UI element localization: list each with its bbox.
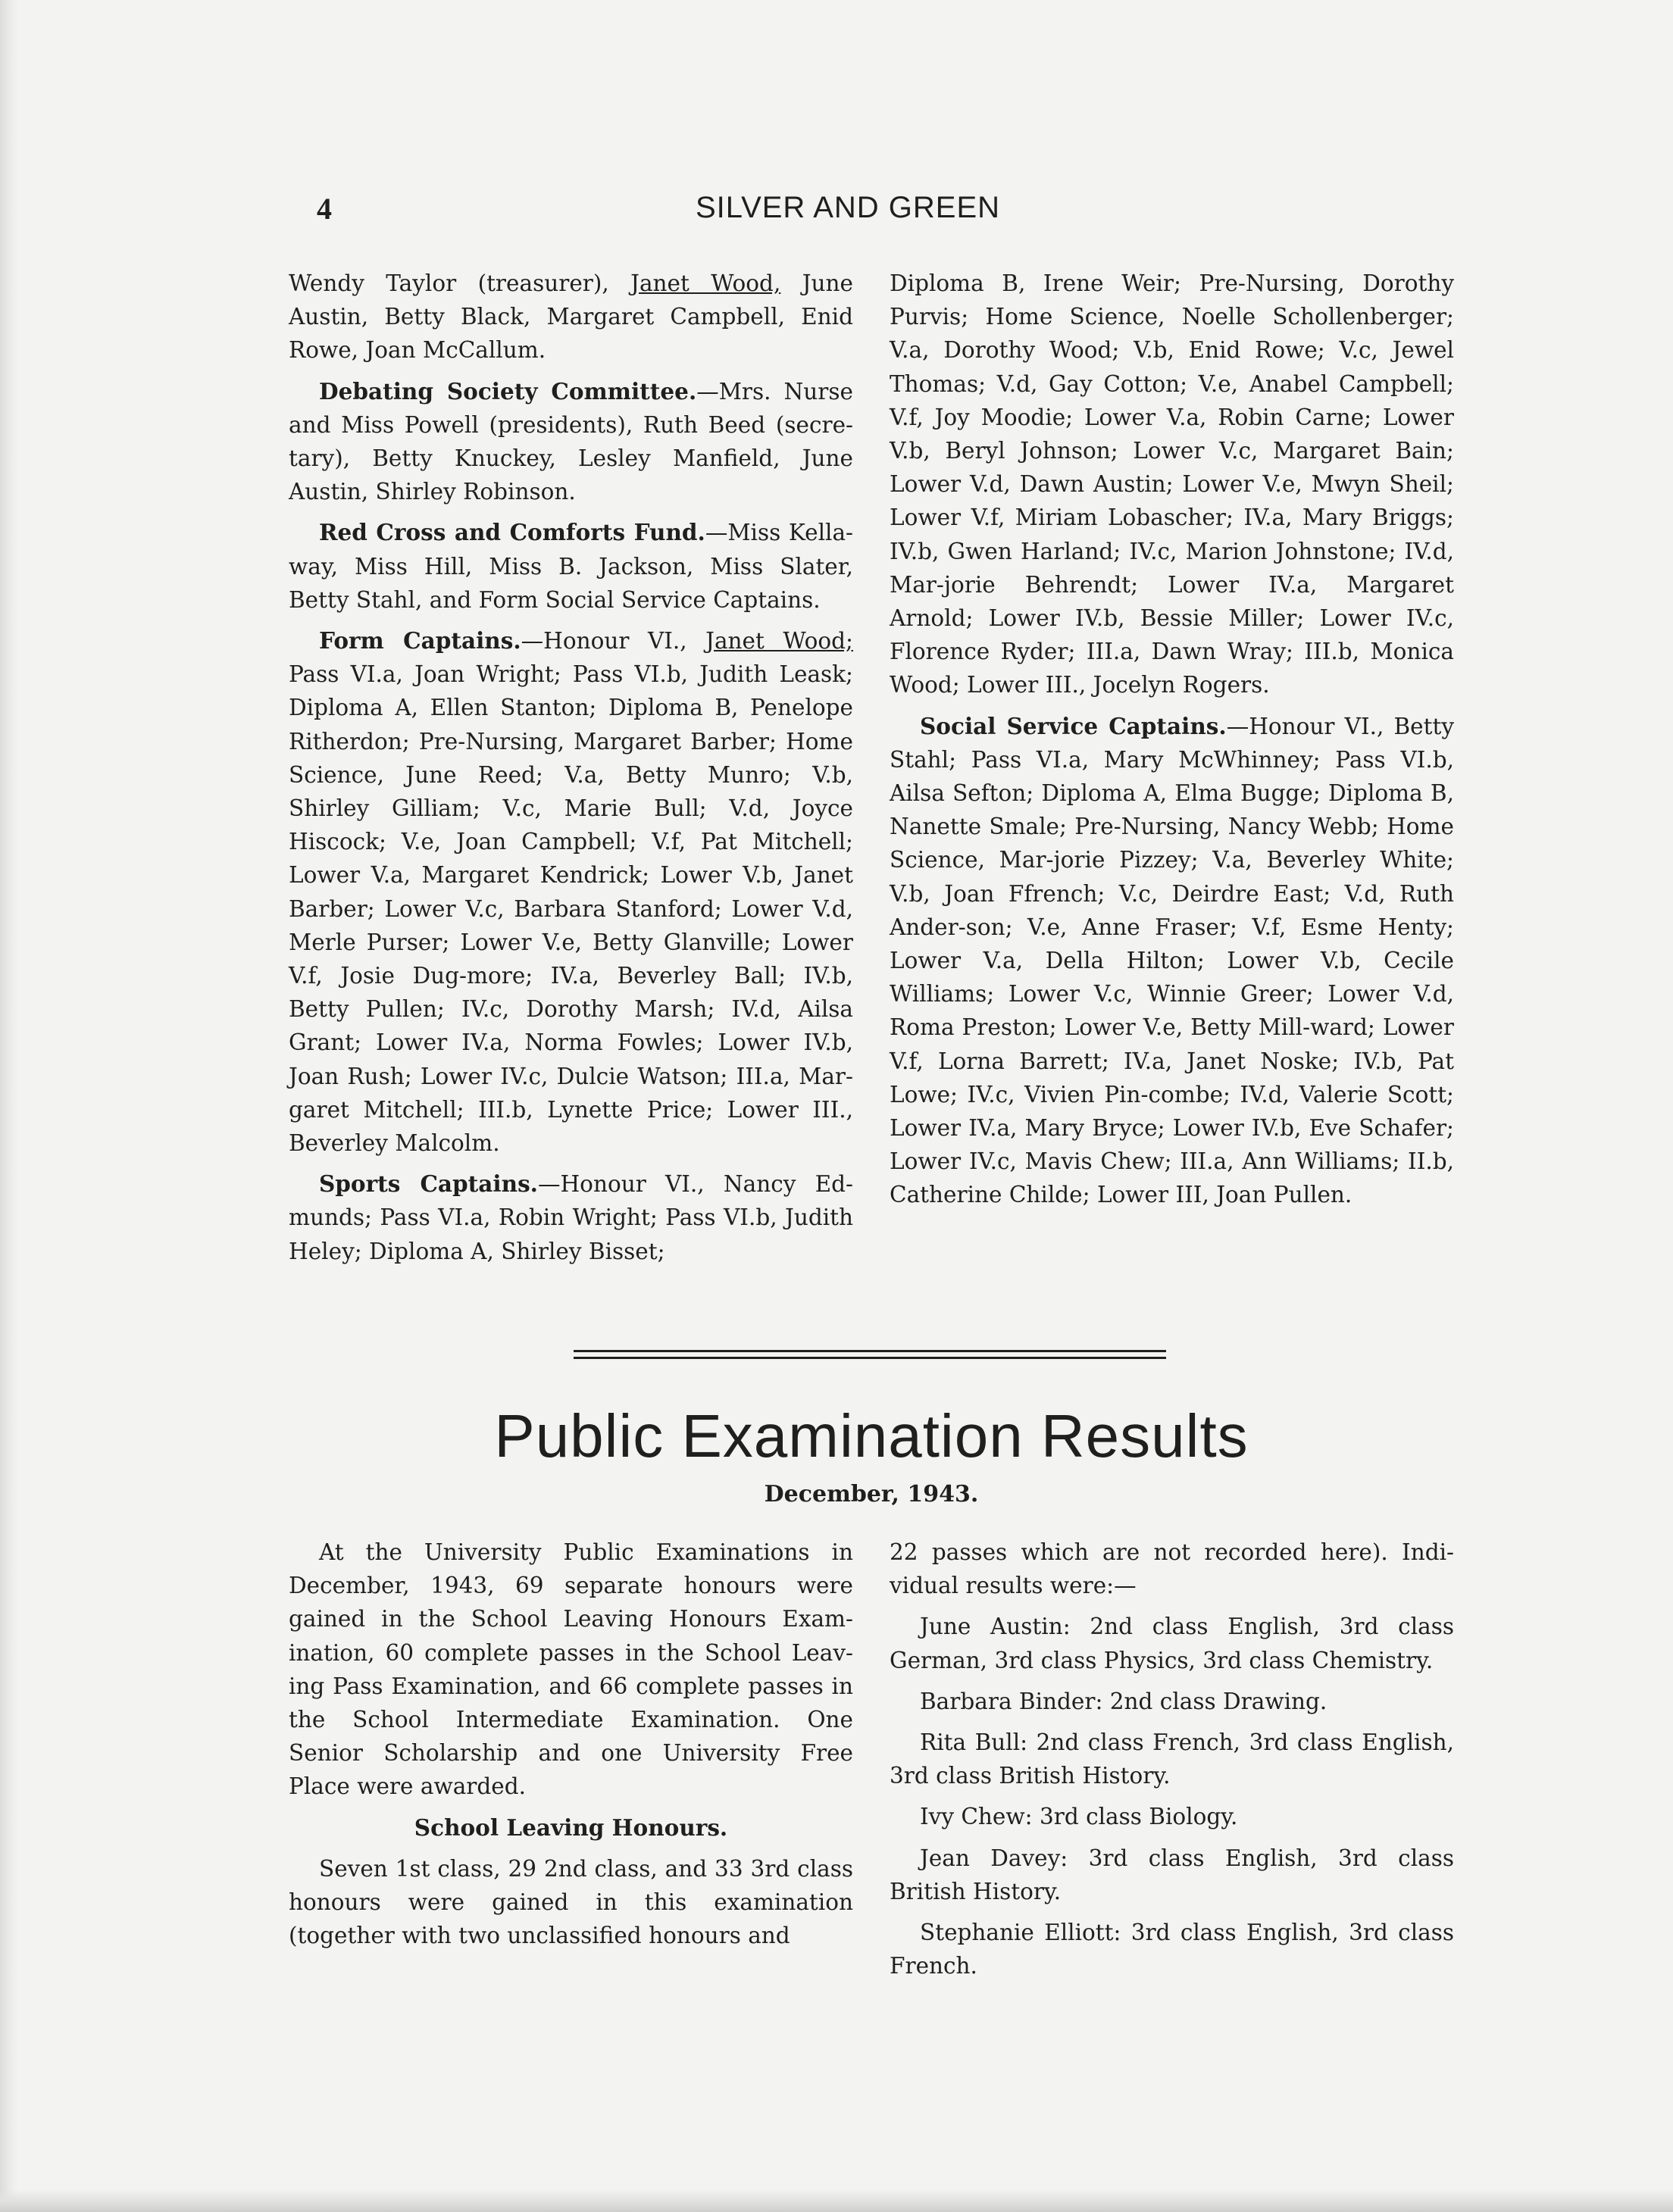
right-column-bottom <box>890 1536 1454 1990</box>
paragraph-sports-captains: Sports Captains.—Honour VI., Nancy Ed-munds; Pass VI.a, Robin Wright; Pass VI.b, Judith Heley; Diploma A, Shirley Bisset; <box>289 1170 853 1264</box>
paragraph-sports-captains-continued: Diploma B, Irene Weir; Pre-Nursing, Dorothy Purvis; Home Science, Noelle Schollenberger; V.a, Dorothy Wood; V.b, Enid Rowe; V.c, Jewel Thomas; V.d, Gay Cotton; V.e, Anabel Campbell; V.f, Joy Moodie; Lower V.a, Robin Carne; Lower V.b, Beryl Johnson; Lower V.c, Margaret Bain; Lower V.d, Dawn Austin; Lower V.e, Mwyn Sheil; Lower V.f, Miriam Lobascher; IV.a, Mary Briggs; IV.b, Gwen Harland; IV.c, Marion Johnstone; IV.d, Mar-jorie Behrendt; Lower IV.a, Margaret Arnold; Lower IV.b, Bessie Miller; Lower IV.c, Florence Ryder; III.a, Dawn Wray; III.b, Monica Wood; Lower III., Jocelyn Rogers. <box>890 270 1454 698</box>
underlined-name: Janet Wood; <box>705 628 853 655</box>
paragraph-red-cross: Red Cross and Comforts Fund.—Miss Kella-way, Miss Hill, Miss B. Jackson, Miss Slater, Betty Stahl, and Form Social Service Captains. <box>289 519 854 613</box>
running-title: SILVER AND GREEN <box>696 191 1001 224</box>
paragraph-form-captains: Form Captains.—Honour VI., Janet Wood; Pass VI.a, Joan Wright; Pass VI.b, Judith Leask; Diploma A, Ellen Stanton; Diploma B, Penelope Ritherdon; Pre-Nursing, Margaret Barber; Home Science, June Reed; V.a, Betty Munro; V.b, Shirley Gilliam; V.c, Marie Bull; V.d, Joyce Hiscock; V.e, Joan Campbell; V.f, Pat Mitchell; Lower V.a, Margaret Kendrick; Lower V.b, Janet Barber; Lower V.c, Barbara Stanford; Lower V.d, Merle Purser; Lower V.e, Betty Glanville; Lower V.f, Josie Dug-more; IV.a, Beverley Ball; IV.b, Betty Pullen; IV.c, Dorothy Marsh; IV.d, Ailsa Grant; Lower IV.a, Norma Fowles; Lower IV.b, Joan Rush; Lower IV.c, Dulcie Watson; III.a, Mar-garet Mitchell; III.b, Lynette Price; Lower III., Beverley Malcolm. <box>289 627 853 1157</box>
page-number: 4 <box>317 192 332 226</box>
underlined-name: Janet Wood, <box>630 270 781 296</box>
left-column-top <box>289 267 853 1276</box>
double-rule-divider <box>574 1350 1166 1361</box>
left-column-bottom <box>289 1536 853 1960</box>
section-date: December, 1943. <box>764 1481 979 1507</box>
divider-line <box>574 1350 1166 1352</box>
result-entry: Stephanie Elliott: 3rd class English, 3rd class French. <box>890 1920 1454 1979</box>
paragraph-social-service-captains: Social Service Captains.—Honour VI., Betty Stahl; Pass VI.a, Mary McWhinney; Pass VI.b, Ailsa Sefton; Diploma A, Elma Bugge; Diploma B, Nanette Smale; Pre-Nursing, Nancy Webb; Home Science, Mar-jorie Pizzey; V.a, Beverley White; V.b, Joan Ffrench; V.c, Deirdre East; V.d, Ruth Ander-son; V.e, Anne Fraser; V.f, Esme Henty; Lower V.a, Della Hilton; Lower V.b, Cecile Williams; Lower V.c, Winnie Greer; Lower V.d, Roma Preston; Lower V.e, Betty Mill-ward; Lower V.f, Lorna Barrett; IV.a, Janet Noske; IV.b, Pat Lowe; IV.c, Vivien Pin-combe; IV.d, Valerie Scott; Lower IV.a, Mary Bryce; Lower IV.b, Eve Schafer; Lower IV.c, Mavis Chew; III.a, Ann Williams; II.b, Catherine Childe; Lower III, Joan Pullen. <box>890 712 1454 1208</box>
paragraph-honours-summary: Seven 1st class, 29 2nd class, and 33 3rd class honours were gained in this examination (together with two unclassified honours and <box>289 1855 853 1949</box>
paragraph-honours-continued: 22 passes which are not recorded here). Indi-vidual results were:— <box>890 1539 1454 1599</box>
scan-bottom-shadow <box>0 2189 1673 2212</box>
result-entry: Barbara Binder: 2nd class Drawing. <box>920 1688 1327 1714</box>
scan-edge-shadow <box>0 0 18 2212</box>
red-cross-label: Red Cross and Comforts Fund. <box>319 519 705 546</box>
divider-line <box>574 1357 1166 1359</box>
result-entry: Ivy Chew: 3rd class Biology. <box>920 1804 1238 1830</box>
right-column-top <box>890 267 1454 1220</box>
form-captains-label: Form Captains. <box>319 627 521 655</box>
social-service-label: Social Service Captains. <box>920 712 1227 739</box>
section-title: Public Examination Results <box>494 1402 1249 1470</box>
paragraph-committee-members: Wendy Taylor (treasurer), Janet Wood, June Austin, Betty Black, Margaret Campbell, Enid Rowe, Joan McCallum. <box>289 270 853 364</box>
paragraph-debating-society: Debating Society Committee.—Mrs. Nurse and Miss Powell (presidents), Ruth Beed (secre-tary), Betty Knuckey, Lesley Manfield, June Austin, Shirley Robinson. <box>289 377 853 505</box>
subheading-school-leaving-honours: School Leaving Honours. <box>414 1814 728 1841</box>
result-entry: Rita Bull: 2nd class French, 3rd class English, 3rd class British History. <box>890 1729 1454 1789</box>
result-entry: Jean Davey: 3rd class English, 3rd class British History. <box>890 1845 1454 1904</box>
result-entry: June Austin: 2nd class English, 3rd class German, 3rd class Physics, 3rd class Chemistry. <box>890 1614 1454 1673</box>
page-header <box>317 191 1461 236</box>
paragraph-exam-intro: At the University Public Examinations in December, 1943, 69 separate honours were gained in the School Leaving Honours Exam-ination, 60 complete passes in the School Leav-ing Pass Examination, and 66 complete passes in the School Intermediate Examination. One Senior Scholarship and one University Free Place were awarded. <box>289 1539 853 1800</box>
debating-label: Debating Society Committee. <box>319 377 697 405</box>
sports-captains-label: Sports Captains. <box>319 1170 538 1198</box>
